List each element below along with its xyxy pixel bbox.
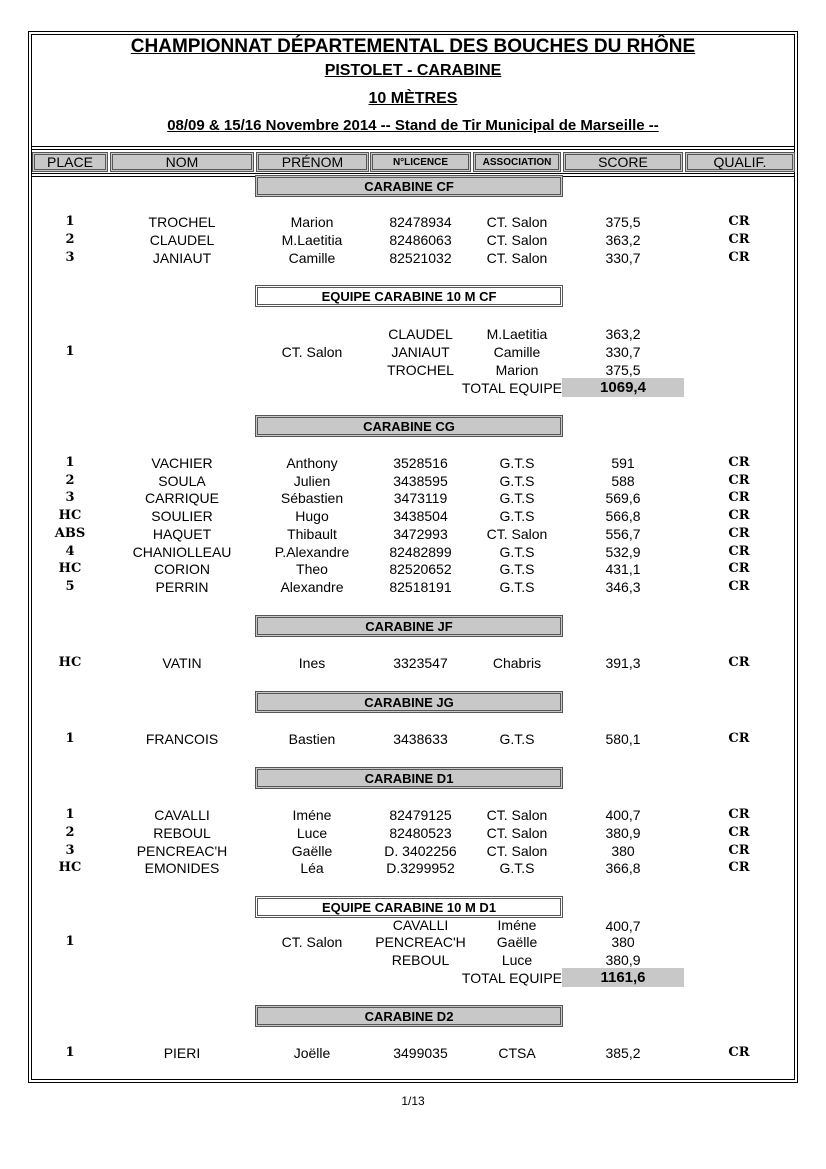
association: CT. Salon	[486, 214, 548, 230]
member-prenom: Iméne	[497, 917, 537, 933]
subtitle-date-venue: 08/09 & 15/16 Novembre 2014 -- Stand de Tir Municipal de Marseille --	[167, 117, 659, 134]
place: 1	[65, 214, 75, 229]
licence: 3323547	[393, 655, 448, 671]
qualif: CR	[728, 860, 750, 875]
table-row	[0, 730, 826, 748]
team-member-row	[0, 325, 826, 343]
divider	[31, 173, 795, 174]
association: CT. Salon	[486, 250, 548, 266]
association: G.T.S	[499, 731, 535, 747]
page-number: 1/13	[401, 1094, 425, 1108]
table-row	[0, 543, 826, 561]
prenom: Iméne	[292, 807, 332, 823]
divider	[31, 149, 795, 150]
nom: PIERI	[163, 1045, 201, 1061]
licence: 82521032	[389, 250, 452, 266]
nom: CORION	[154, 561, 210, 577]
header-place: PLACE	[32, 152, 108, 172]
licence: 3473119	[393, 490, 448, 506]
team-member-row	[0, 916, 826, 934]
place: 1	[65, 731, 75, 746]
divider	[31, 146, 795, 147]
nom: FRANCOIS	[145, 731, 219, 747]
nom: CARRIQUE	[145, 490, 219, 506]
table-row	[0, 806, 826, 824]
section-equipe-cf: EQUIPE CARABINE 10 M CF	[255, 285, 563, 307]
qualif: CR	[728, 490, 750, 505]
table-row	[0, 472, 826, 490]
prenom: Sébastien	[280, 490, 344, 506]
prenom: Camille	[288, 250, 336, 266]
member-score: 363,2	[605, 326, 641, 342]
prenom: Thibault	[287, 526, 337, 542]
place: HC	[58, 508, 82, 523]
member-prenom: Luce	[501, 952, 533, 968]
licence: 82486063	[389, 232, 452, 248]
table-row	[0, 578, 826, 596]
licence: 82520652	[389, 561, 452, 577]
member-prenom: M.Laetitia	[486, 326, 548, 342]
prenom: Theo	[296, 561, 328, 577]
prenom: Marion	[290, 214, 334, 230]
member-nom: JANIAUT	[391, 344, 450, 360]
member-prenom: Marion	[495, 362, 539, 378]
place: 2	[65, 232, 75, 247]
place: 1	[65, 1045, 75, 1060]
prenom: M.Laetitia	[281, 232, 343, 248]
qualif: CR	[728, 508, 750, 523]
nom: SOULIER	[151, 508, 213, 524]
place: HC	[58, 655, 82, 670]
score: 569,6	[605, 490, 641, 506]
place: 4	[65, 544, 75, 559]
licence: 3499035	[393, 1045, 448, 1061]
qualif: CR	[728, 214, 750, 229]
subtitle-discipline: PISTOLET - CARABINE	[324, 62, 502, 79]
team-member-row	[0, 933, 826, 951]
table-row	[0, 859, 826, 877]
place: HC	[58, 561, 82, 576]
table-row	[0, 507, 826, 525]
place: 2	[65, 825, 75, 840]
score: 588	[611, 473, 635, 489]
score: 391,3	[605, 655, 641, 671]
nom: HAQUET	[152, 526, 212, 542]
place: 1	[65, 455, 75, 470]
qualif: CR	[728, 807, 750, 822]
score: 566,8	[605, 508, 641, 524]
association: G.T.S	[499, 473, 535, 489]
score: 385,2	[605, 1045, 641, 1061]
score: 346,3	[605, 579, 641, 595]
association: Chabris	[492, 655, 542, 671]
qualif: CR	[728, 250, 750, 265]
team-member-row	[0, 343, 826, 361]
score: 431,1	[605, 561, 641, 577]
score: 580,1	[605, 731, 641, 747]
association: CT. Salon	[486, 843, 548, 859]
prenom: Gaëlle	[291, 843, 333, 859]
place: HC	[58, 860, 82, 875]
licence: 3528516	[393, 455, 448, 471]
member-nom: TROCHEL	[387, 362, 454, 378]
table-row	[0, 231, 826, 249]
team-member-row	[0, 951, 826, 969]
header-score: SCORE	[563, 152, 683, 172]
team-club: CT. Salon	[281, 344, 343, 360]
nom: REBOUL	[153, 825, 211, 841]
document-title: CHAMPIONNAT DÉPARTEMENTAL DES BOUCHES DU RHÔNE	[130, 36, 696, 57]
prenom: Ines	[298, 655, 326, 671]
team-place: 1	[65, 344, 75, 359]
prenom: Bastien	[288, 731, 336, 747]
qualif: CR	[728, 1045, 750, 1060]
section-carabine-cg: CARABINE CG	[255, 415, 563, 437]
prenom: Hugo	[295, 508, 329, 524]
section-carabine-d1: CARABINE D1	[255, 767, 563, 789]
table-row	[0, 1044, 826, 1062]
team-club: CT. Salon	[281, 934, 343, 950]
nom: CAVALLI	[154, 807, 210, 823]
score: 380	[611, 843, 635, 859]
licence: 82480523	[389, 825, 452, 841]
qualif: CR	[728, 544, 750, 559]
nom: CHANIOLLEAU	[132, 544, 232, 560]
qualif: CR	[728, 473, 750, 488]
place: 3	[65, 250, 75, 265]
prenom: Alexandre	[280, 579, 344, 595]
team-total-label: TOTAL EQUIPE	[461, 380, 562, 396]
section-carabine-cf: CARABINE CF	[255, 175, 563, 197]
table-row	[0, 489, 826, 507]
association: G.T.S	[499, 860, 535, 876]
prenom: Luce	[296, 825, 328, 841]
section-carabine-jf: CARABINE JF	[255, 615, 563, 637]
nom: VATIN	[162, 655, 202, 671]
member-score: 400,7	[605, 918, 641, 934]
association: CT. Salon	[486, 807, 548, 823]
licence: 3438595	[393, 473, 448, 489]
association: G.T.S	[499, 544, 535, 560]
nom: PENCREAC'H	[136, 843, 228, 859]
association: G.T.S	[499, 508, 535, 524]
team-member-row	[0, 361, 826, 379]
score: 375,5	[605, 214, 641, 230]
nom: PERRIN	[155, 579, 209, 595]
place: 5	[65, 579, 75, 594]
qualif: CR	[728, 561, 750, 576]
header-association: ASSOCIATION	[473, 152, 561, 172]
place: 3	[65, 490, 75, 505]
nom: SOULA	[158, 473, 206, 489]
association: CT. Salon	[486, 825, 548, 841]
score: 591	[611, 455, 635, 471]
qualif: CR	[728, 655, 750, 670]
header-licence: N°LICENCE	[370, 152, 471, 172]
qualif: CR	[728, 825, 750, 840]
association: G.T.S	[499, 490, 535, 506]
prenom: P.Alexandre	[274, 544, 350, 560]
table-row	[0, 560, 826, 578]
member-score: 380	[611, 934, 635, 950]
prenom: Anthony	[286, 455, 338, 471]
nom: JANIAUT	[152, 250, 212, 266]
team-total-score: 1069,4	[562, 378, 684, 397]
section-carabine-d2: CARABINE D2	[255, 1005, 563, 1027]
licence: 82518191	[389, 579, 452, 595]
nom: VACHIER	[151, 455, 213, 471]
association: G.T.S	[499, 579, 535, 595]
place: 3	[65, 843, 75, 858]
place: 1	[65, 807, 75, 822]
table-row	[0, 525, 826, 543]
licence: 3438504	[393, 508, 448, 524]
association: G.T.S	[499, 561, 535, 577]
licence: 82479125	[389, 807, 452, 823]
qualif: CR	[728, 526, 750, 541]
licence: D. 3402256	[384, 843, 457, 859]
association: G.T.S	[499, 455, 535, 471]
member-nom: CLAUDEL	[388, 326, 453, 342]
licence: 3472993	[393, 526, 448, 542]
team-place: 1	[65, 934, 75, 949]
subtitle-distance: 10 MÈTRES	[368, 90, 458, 107]
nom: TROCHEL	[148, 214, 216, 230]
licence: 82482899	[389, 544, 452, 560]
licence: D.3299952	[386, 860, 455, 876]
score: 363,2	[605, 232, 641, 248]
prenom: Julien	[293, 473, 331, 489]
qualif: CR	[728, 579, 750, 594]
prenom: Joëlle	[293, 1045, 331, 1061]
table-row	[0, 654, 826, 672]
header-prenom: PRÉNOM	[256, 152, 369, 172]
nom: EMONIDES	[144, 860, 220, 876]
table-row	[0, 213, 826, 231]
place: 2	[65, 473, 75, 488]
member-nom: PENCREAC'H	[375, 934, 466, 950]
association: CT. Salon	[486, 232, 548, 248]
score: 532,9	[605, 544, 641, 560]
nom: CLAUDEL	[149, 232, 215, 248]
place: ABS	[54, 526, 86, 541]
licence: 82478934	[389, 214, 452, 230]
table-row	[0, 824, 826, 842]
header-nom: NOM	[110, 152, 254, 172]
member-score: 330,7	[605, 344, 641, 360]
qualif: CR	[728, 731, 750, 746]
table-row	[0, 249, 826, 267]
score: 556,7	[605, 526, 641, 542]
qualif: CR	[728, 843, 750, 858]
member-nom: REBOUL	[391, 952, 450, 968]
member-nom: CAVALLI	[392, 917, 449, 933]
score: 380,9	[605, 825, 641, 841]
member-prenom: Gaëlle	[496, 934, 538, 950]
score: 400,7	[605, 807, 641, 823]
table-row	[0, 842, 826, 860]
qualif: CR	[728, 455, 750, 470]
member-score: 375,5	[605, 362, 641, 378]
section-carabine-jg: CARABINE JG	[255, 691, 563, 713]
member-score: 380,9	[605, 952, 641, 968]
section-equipe-d1: EQUIPE CARABINE 10 M D1	[255, 896, 563, 918]
score: 330,7	[605, 250, 641, 266]
table-row	[0, 454, 826, 472]
team-total-label: TOTAL EQUIPE	[461, 970, 562, 986]
header-qualif: QUALIF.	[685, 152, 795, 172]
licence: 3438633	[393, 731, 448, 747]
prenom: Léa	[300, 860, 324, 876]
score: 366,8	[605, 860, 641, 876]
qualif: CR	[728, 232, 750, 247]
team-total-score: 1161,6	[562, 968, 684, 987]
member-prenom: Camille	[493, 344, 541, 360]
association: CT. Salon	[486, 526, 548, 542]
association: CTSA	[498, 1045, 536, 1061]
